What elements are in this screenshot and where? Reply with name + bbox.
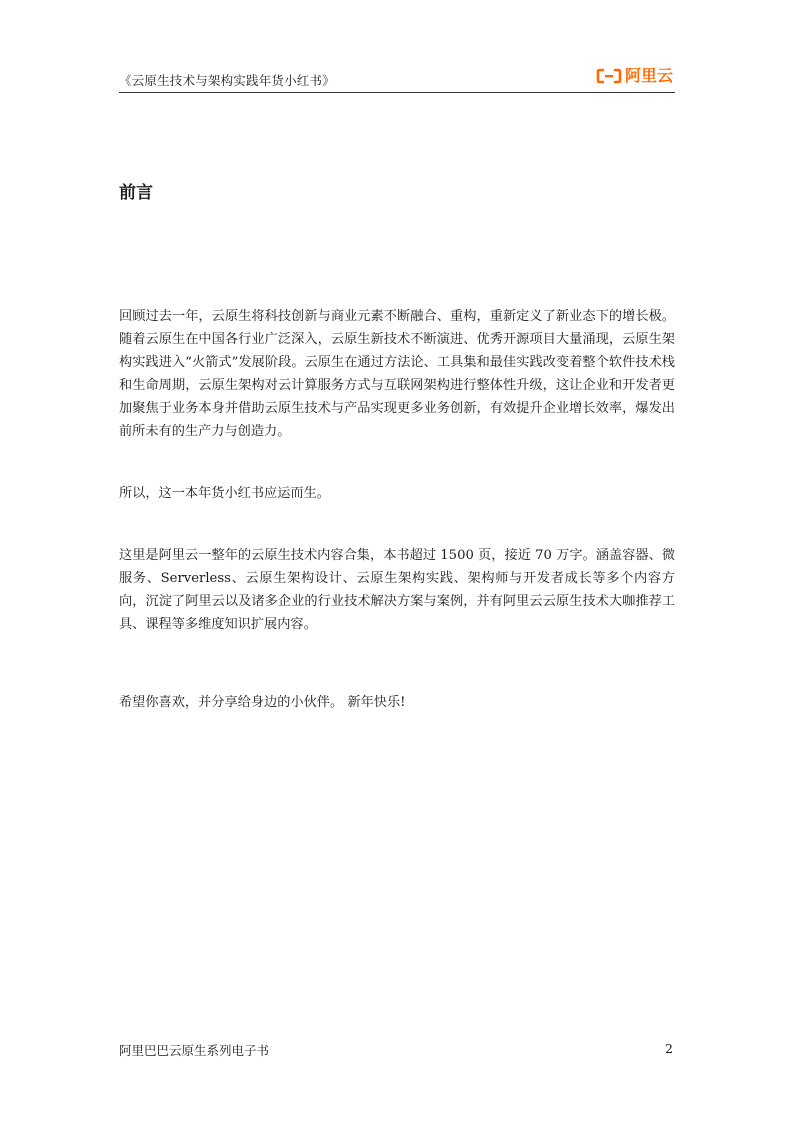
logo-text: 阿里云 — [624, 66, 673, 85]
page-number: 2 — [665, 1041, 673, 1056]
book-title: 《云原生技术与架构实践年货小红书》 — [119, 73, 335, 88]
paragraph-closing: 希望你喜欢，并分享给身边的小伙伴。 新年快乐! — [119, 695, 406, 710]
aliyun-bracket-icon — [596, 68, 622, 84]
paragraph-content: 这里是阿里云一整年的云原生技术内容合集，本书超过 1500 页，接近 70 万字。涵盖容器、微服务、Serverless、云原生架构设计、云原生架构实践、架构师与开发者成长等多个内容方向，沉淀了阿里云以及诸多企业的行业技术解决方案与案例，并有阿里云云原生技术大咖推荐工具、课程等多维度知识扩展内容。 — [119, 548, 675, 632]
page-header — [119, 62, 675, 93]
paragraph-intro: 回顾过去一年，云原生将科技创新与商业元素不断融合、重构，重新定义了新业态下的增长极。随着云原生在中国各行业广泛深入，云原生新技术不断演进、优秀开源项目大量涌现，云原生架构实践进入“火箭式”发展阶段。云原生在通过方法论、工具集和最佳实践改变着整个软件技术栈和生命周期，云原生架构对云计算服务方式与互联网架构进行整体性升级，这让企业和开发者更加聚焦于业务本身并借助云原生技术与产品实现更多业务创新，有效提升企业增长效率，爆发出前所未有的生产力与创造力。 — [119, 309, 675, 439]
footer-series: 阿里巴巴云原生系列电子书 — [119, 1043, 270, 1058]
aliyun-logo — [596, 68, 673, 84]
paragraph-purpose: 所以，这一本年货小红书应运而生。 — [119, 486, 330, 501]
section-title: 前言 — [119, 183, 153, 203]
